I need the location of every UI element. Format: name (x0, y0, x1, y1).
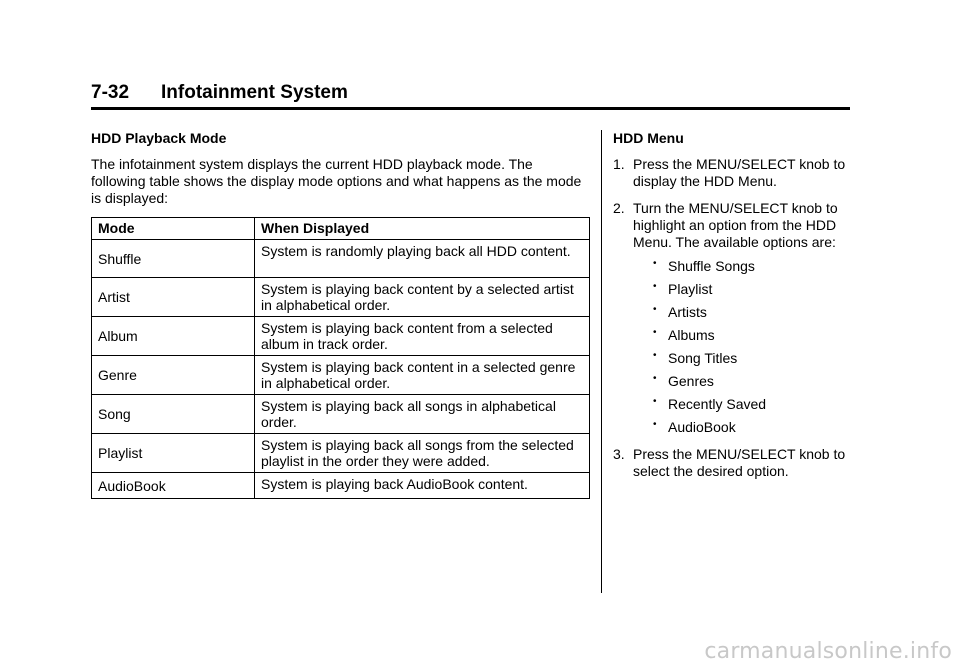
steps-list (613, 156, 863, 480)
chapter-title: Infotainment System (161, 82, 348, 103)
bullet-icon: • (653, 281, 657, 292)
step-number: 1. (613, 156, 625, 172)
option-label: Recently Saved (668, 396, 767, 412)
description-cell: System is playing back content in a selected genre in alphabetical order. (255, 356, 590, 395)
mode-cell: Shuffle (92, 240, 255, 278)
description-cell: System is randomly playing back all HDD content. (255, 240, 590, 278)
step-text: Turn the MENU/SELECT knob to highlight an option from the HDD Menu. The available options are: (633, 200, 838, 250)
list-item (633, 304, 863, 321)
hdd-playback-mode-title: HDD Playback Mode (91, 130, 227, 146)
step-text: Press the MENU/SELECT knob to display the HDD Menu. (633, 156, 846, 189)
header-rule (91, 107, 850, 110)
description-cell: System is playing back all songs in alphabetical order. (255, 395, 590, 434)
step-text: Press the MENU/SELECT knob to select the desired option. (633, 446, 846, 479)
option-label: Genres (668, 373, 714, 389)
table-row (92, 395, 590, 434)
step-item (613, 156, 863, 190)
option-label: Shuffle Songs (668, 258, 755, 274)
menu-options-list (633, 258, 863, 436)
mode-cell: Playlist (92, 434, 255, 473)
mode-cell: AudioBook (92, 473, 255, 499)
page-heading (91, 82, 850, 107)
hdd-menu-title: HDD Menu (613, 130, 684, 146)
option-label: AudioBook (668, 419, 736, 435)
option-label: Albums (668, 327, 715, 343)
list-item (633, 258, 863, 275)
list-item (633, 350, 863, 367)
table-header-when-displayed: When Displayed (255, 218, 590, 240)
description-cell: System is playing back all songs from the selected playlist in the order they were added. (255, 434, 590, 473)
step-number: 2. (613, 200, 625, 216)
option-label: Playlist (668, 281, 713, 297)
mode-cell: Song (92, 395, 255, 434)
option-label: Song Titles (668, 350, 738, 366)
table-row (92, 434, 590, 473)
page-number: 7-32 (91, 82, 130, 103)
option-label: Artists (668, 304, 707, 320)
description-cell: System is playing back content from a selected album in track order. (255, 317, 590, 356)
table-row (92, 473, 590, 499)
list-item (633, 396, 863, 413)
table-row (92, 356, 590, 395)
list-item (633, 373, 863, 390)
table-row (92, 278, 590, 317)
description-cell: System is playing back AudioBook content. (255, 473, 590, 499)
playback-mode-table (91, 217, 590, 499)
bullet-icon: • (653, 258, 657, 269)
bullet-icon: • (653, 396, 657, 407)
left-column (91, 130, 591, 499)
description-cell: System is playing back content by a selected artist in alphabetical order. (255, 278, 590, 317)
table-header-row (92, 218, 590, 240)
mode-cell: Genre (92, 356, 255, 395)
bullet-icon: • (653, 373, 657, 384)
step-number: 3. (613, 446, 625, 462)
bullet-icon: • (653, 304, 657, 315)
mode-cell: Artist (92, 278, 255, 317)
table-row (92, 317, 590, 356)
list-item (633, 281, 863, 298)
step-item (613, 200, 863, 436)
bullet-icon: • (653, 327, 657, 338)
page-header (91, 82, 850, 110)
watermark: carmanualsonline.info (704, 639, 952, 664)
table-row (92, 240, 590, 278)
table-header-mode: Mode (92, 218, 255, 240)
step-item (613, 446, 863, 480)
column-divider (601, 130, 602, 593)
list-item (633, 419, 863, 436)
bullet-icon: • (653, 419, 657, 430)
right-column (613, 130, 863, 490)
list-item (633, 327, 863, 344)
intro-paragraph: The infotainment system displays the current HDD playback mode. The following table shows the display mode options and what happens as the mode is displayed: (91, 156, 582, 206)
bullet-icon: • (653, 350, 657, 361)
mode-cell: Album (92, 317, 255, 356)
